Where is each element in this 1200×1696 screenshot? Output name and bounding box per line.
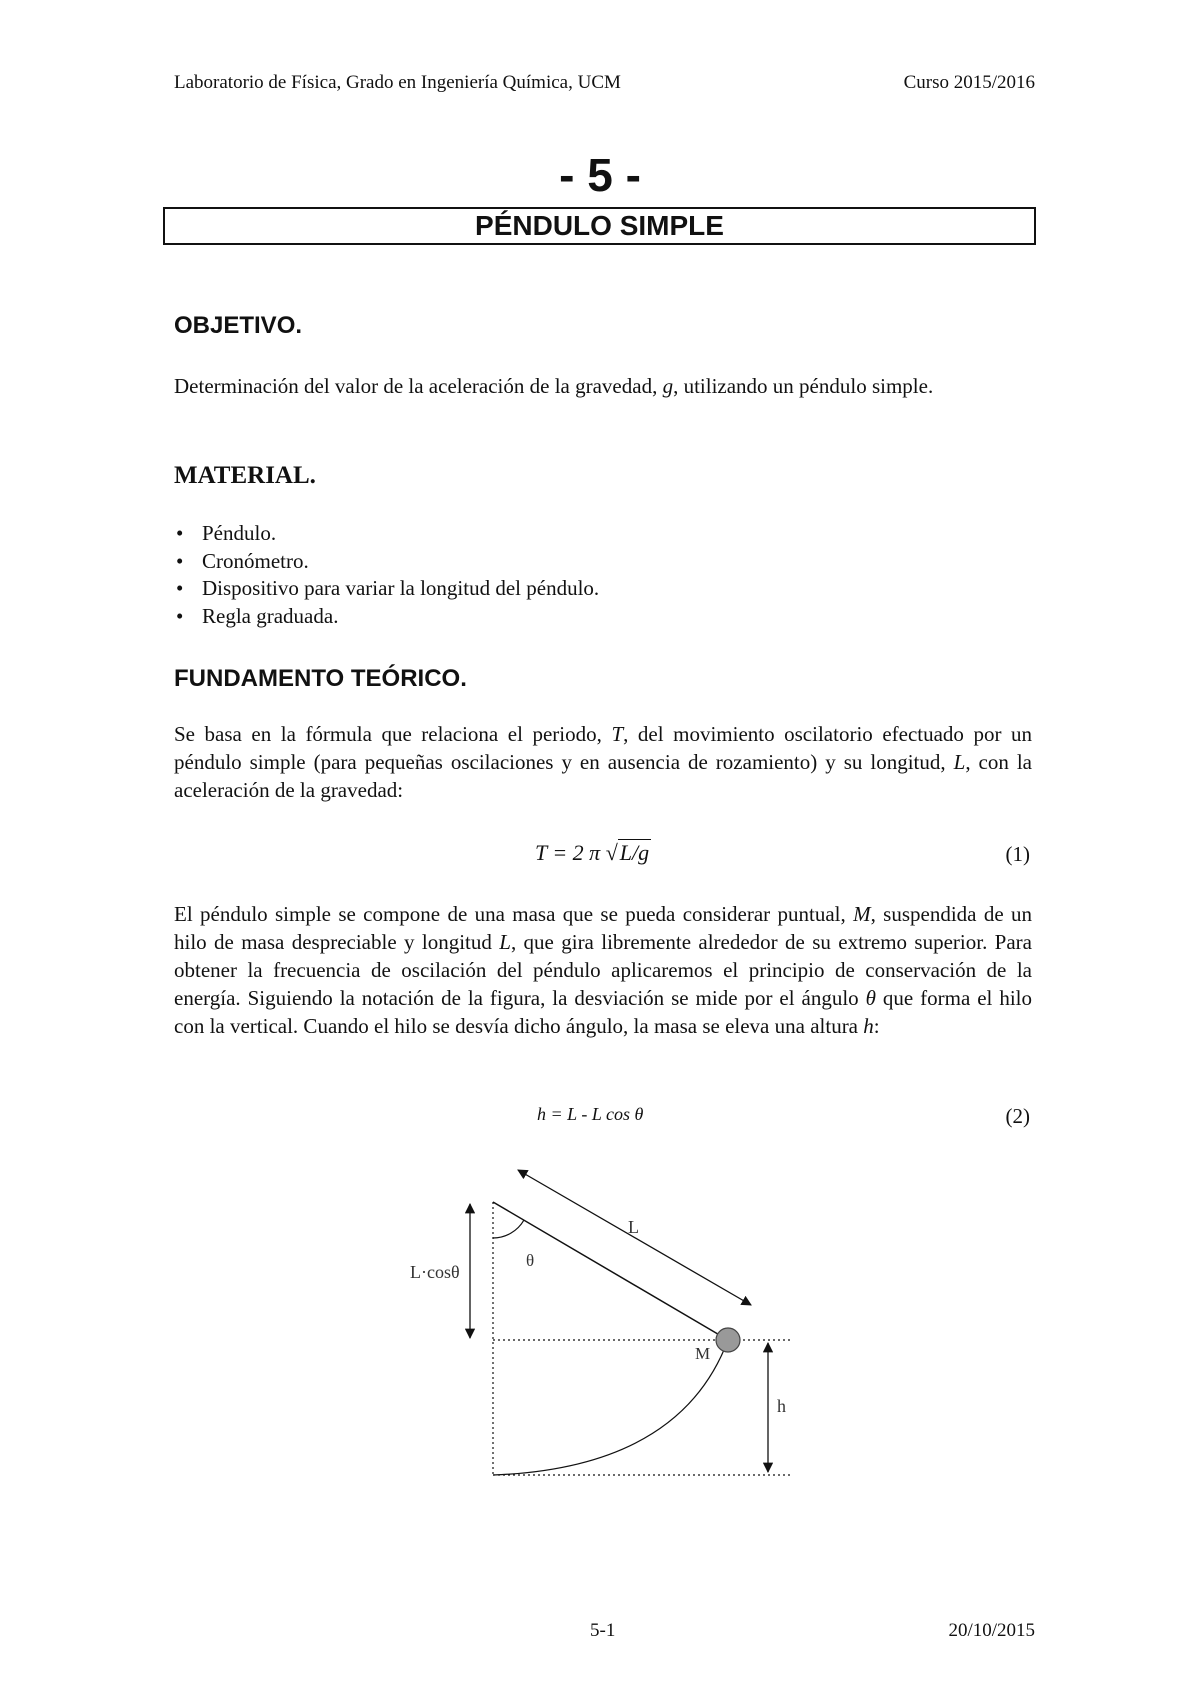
- objetivo-heading: OBJETIVO.: [174, 312, 303, 339]
- header-left: Laboratorio de Física, Grado en Ingeniería Química, UCM: [174, 72, 621, 93]
- label-h: h: [777, 1396, 786, 1416]
- label-theta: θ: [526, 1251, 535, 1270]
- equation-1-number: (1): [1005, 842, 1030, 866]
- sqrt-symbol: √: [605, 840, 618, 865]
- pendulum-mass: [716, 1328, 740, 1352]
- material-list: [174, 520, 599, 630]
- pendulum-diagram: [0, 1150, 1200, 1490]
- list-item: • Cronómetro.: [174, 548, 599, 576]
- list-item: • Regla graduada.: [174, 603, 599, 631]
- footer-date: 20/10/2015: [948, 1620, 1035, 1641]
- equation-1: T = 2 π √L/g: [535, 840, 650, 865]
- list-item: • Dispositivo para variar la longitud del péndulo.: [174, 575, 599, 603]
- swing-arc: [493, 1340, 728, 1475]
- objetivo-text: Determinación del valor de la aceleración de la gravedad, g, utilizando un péndulo simple.: [174, 374, 934, 398]
- header-right: Curso 2015/2016: [903, 72, 1035, 93]
- fundamento-heading: FUNDAMENTO TEÓRICO.: [174, 665, 467, 692]
- list-item: • Péndulo.: [174, 520, 599, 548]
- equation-2: h = L - L cos θ: [537, 1104, 644, 1124]
- page-number: 5-1: [590, 1620, 616, 1641]
- label-M: M: [695, 1344, 711, 1363]
- angle-arc: [493, 1220, 524, 1238]
- page-title: PÉNDULO SIMPLE: [163, 207, 1036, 245]
- chapter-number: - 5 -: [559, 149, 641, 201]
- fundamento-paragraph-1: Se basa en la fórmula que relaciona el periodo, T, del movimiento oscilatorio efectuado por un péndulo simple (para pequeñas oscilaciones y en ausencia de rozamiento) y su longitud, L, con la aceleración de la gravedad:: [174, 722, 1033, 802]
- equation-2-number: (2): [1005, 1104, 1030, 1128]
- label-L: L: [628, 1217, 639, 1237]
- material-heading: MATERIAL.: [174, 462, 316, 489]
- fundamento-paragraph-2: El péndulo simple se compone de una masa que se pueda considerar puntual, M, suspendida de un hilo de masa despreciable y longitud L, que gira libremente alrededor de su extremo superior. Para obtener la frecuencia de oscilación del péndulo aplicaremos el principio de conservación de la energía. Siguiendo la notación de la figura, la desviación se mide por el ángulo θ que forma el hilo con la vertical. Cuando el hilo se desvía dicho ángulo, la masa se eleva una altura h:: [174, 902, 1032, 1038]
- label-lcos: L·cosθ: [410, 1262, 460, 1282]
